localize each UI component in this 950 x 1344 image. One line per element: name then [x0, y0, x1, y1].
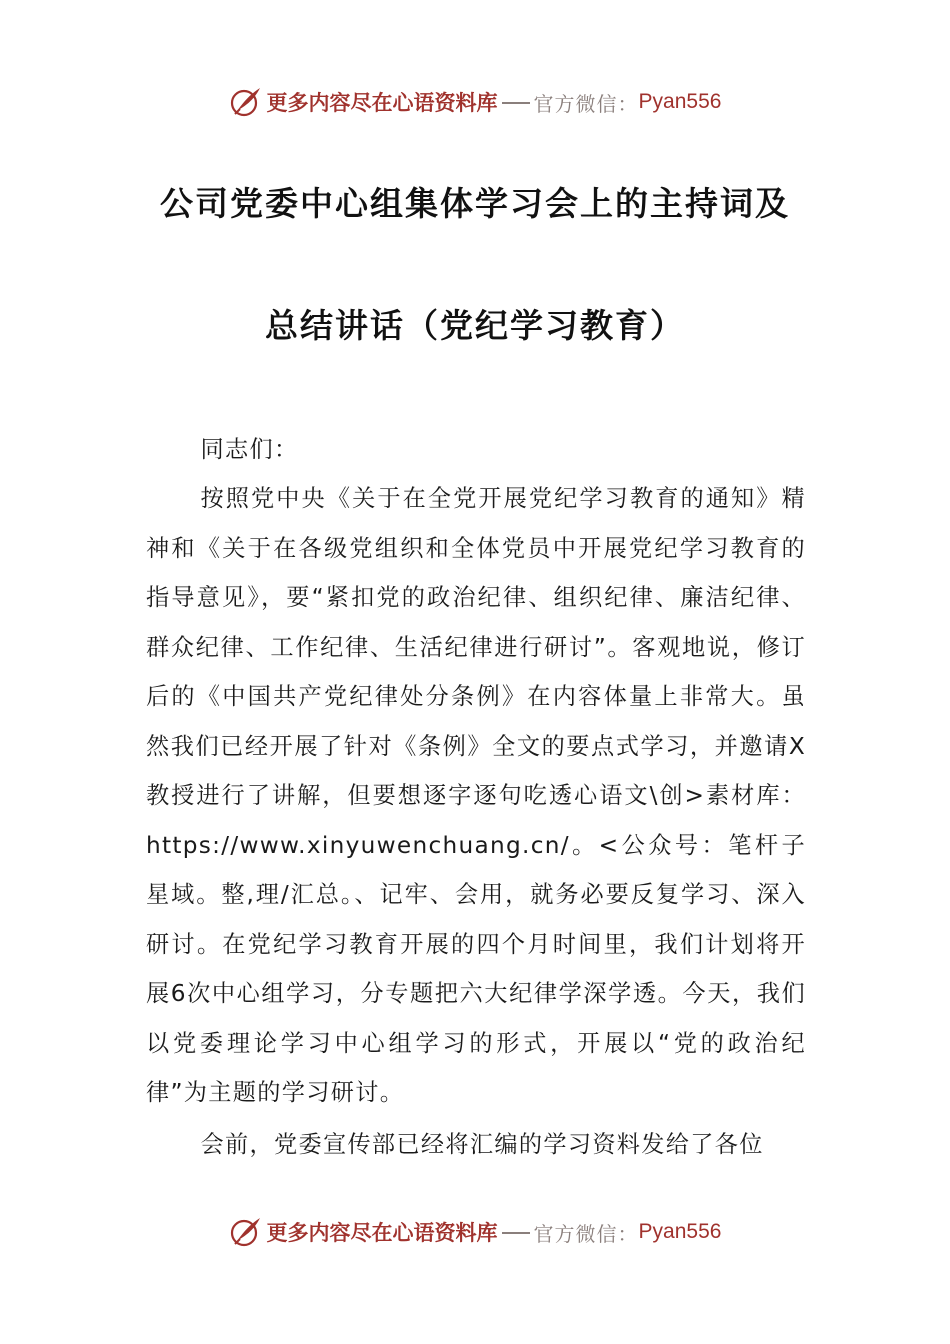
body-paragraph: 按照党中央《关于在全党开展党纪学习教育的通知》精神和《关于在各级党组织和全体党员中开展党纪学习教育的指导意见》，要“紧扣党的政治纪律、组织纪律、廉洁纪律、群众纪律、工作纪律、生活纪律进行研讨”。客观地说，修订后的《中国共产党纪律处分条例》在内容体量上非常大。虽然我们已经开展了针对《条例》全文的要点式学习，并邀请X教授进行了讲解，但要想逐字逐句吃透心语文\创>素材库：https://www.xinyuwenchuang.cn/。<公众号：笔杆子星域。整,理/汇总。、记牢、会用，就务必要反复学习、深入研讨。在党纪学习教育开展的四个月时间里，我们计划将开展6次中心组学习，分专题把六大纪律学深学透。今天，我们以党委理论学习中心组学习的形式，开展以“党的政治纪律”为主题的学习研讨。 [146, 485, 806, 1106]
wechat-label: 官方微信： [533, 91, 639, 116]
divider-dash [502, 102, 530, 104]
quill-pen-circle-icon [229, 1215, 263, 1249]
quill-pen-circle-icon [229, 85, 263, 119]
brand-text: 更多内容尽在心语资料库 [266, 90, 498, 115]
greeting-paragraph: 同志们： [200, 436, 299, 463]
document-title-line-1: 公司党委中心组集体学习会上的主持词及 [160, 184, 790, 223]
brand-text: 更多内容尽在心语资料库 [266, 1220, 498, 1245]
body-paragraph-continued: 会前，党委宣传部已经将汇编的学习资料发给了各位 [200, 1131, 764, 1158]
wechat-id: Pyan556 [638, 1220, 722, 1243]
divider-dash [502, 1232, 530, 1234]
footer-banner [0, 1212, 950, 1252]
wechat-id: Pyan556 [638, 90, 722, 113]
document-title-line-2: 总结讲话（党纪学习教育） [265, 306, 685, 345]
header-banner [0, 82, 950, 122]
wechat-label: 官方微信： [533, 1221, 639, 1246]
